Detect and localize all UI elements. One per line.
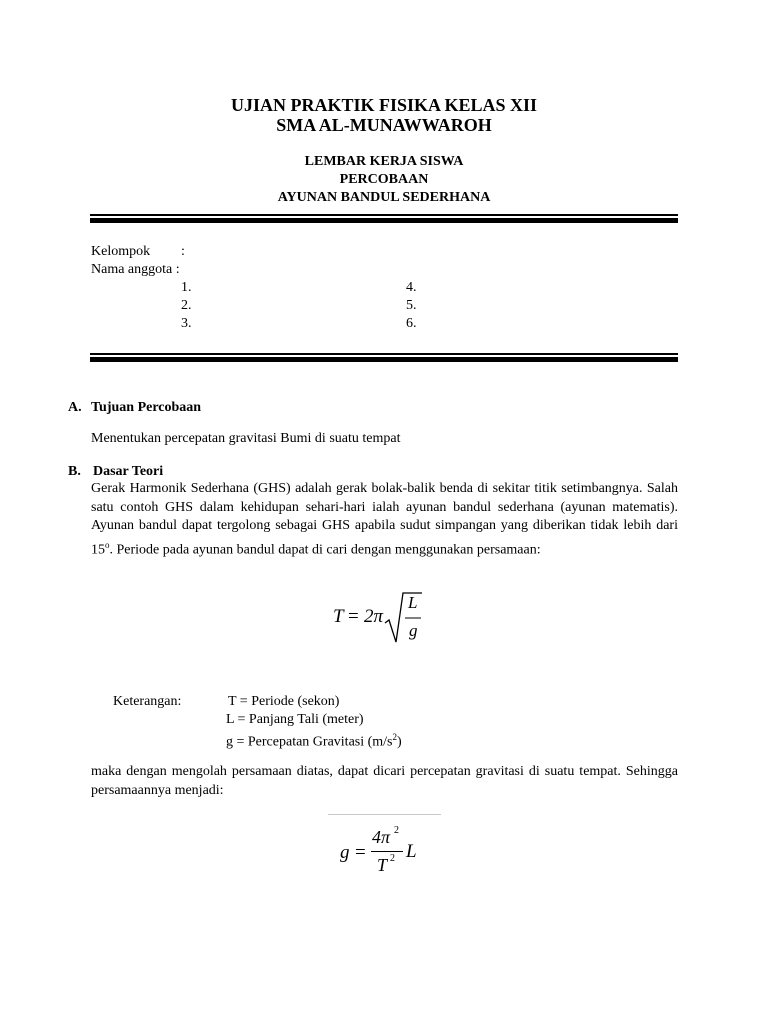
top-divider — [90, 214, 678, 223]
degree-sup: o — [105, 539, 110, 550]
gravity-formula — [338, 825, 438, 881]
keterangan-label: Keterangan: — [113, 694, 182, 709]
section-b-number: B. — [68, 464, 81, 479]
section-a-heading: Tujuan Percobaan — [91, 400, 202, 415]
fraction-bar — [371, 851, 403, 852]
ket-gravity-sup: 2 — [392, 732, 398, 742]
worksheet-label: LEMBAR KERJA SISWA — [304, 154, 464, 169]
ket-period: T = Periode (sekon) — [228, 694, 340, 709]
section-a-body: Menentukan percepatan gravitasi Bumi di suatu tempat — [91, 431, 401, 446]
ket-gravity — [226, 729, 402, 751]
formula2-lhs: g — [340, 842, 350, 863]
formula1-equals: = — [348, 606, 359, 627]
formula1-lhs: T — [333, 606, 344, 627]
formula-separator — [328, 814, 441, 815]
formula1-numerator: L — [408, 593, 418, 612]
section-b-heading: Dasar Teori — [93, 464, 164, 479]
sqrt-icon — [384, 590, 424, 646]
formula2-den-base: T — [377, 855, 388, 875]
document-title: UJIAN PRAKTIK FISIKA KELAS XII — [230, 95, 538, 115]
ket-gravity-text: g = Percepatan Gravitasi (m/s — [226, 734, 393, 750]
ket-length: L = Panjang Tali (meter) — [226, 712, 364, 727]
anggota-label: Nama anggota : — [91, 262, 180, 277]
formula2-den-exp: 2 — [390, 853, 395, 864]
formula1-denominator: g — [409, 621, 418, 640]
derivation-paragraph: maka dengan mengolah persamaan diatas, dapat dicari percepatan gravitasi di suatu tempat. Sehingga persamaannya menjadi: — [91, 764, 678, 798]
formula2-num-exp: 2 — [394, 825, 399, 836]
formula2-equals: = — [355, 842, 366, 863]
member-slot: 2. — [181, 298, 192, 313]
kelompok-label: Kelompok — [91, 244, 151, 259]
member-slot: 4. — [406, 280, 417, 295]
theory-text-1: Gerak Harmonik Sederhana (GHS) adalah gerak bolak-balik benda di sekitar titik setimbangnya. Salah satu contoh GHS dalam kehidupan sehari-hari ialah ayunan bandul sederhana (ayunan matematis). Ayunan bandul dapat tergolong sebagai GHS apabila sudut simpangan yang diberikan tidak lebih dari 15 — [91, 481, 678, 558]
theory-paragraph — [91, 480, 678, 560]
period-formula — [330, 590, 440, 650]
formula2-num-coef: 4π — [372, 827, 391, 847]
formula2-tail: L — [406, 841, 417, 862]
member-slot: 3. — [181, 316, 192, 331]
kelompok-colon: : — [181, 244, 185, 259]
member-slot: 5. — [406, 298, 417, 313]
formula1-coef: 2π — [364, 606, 384, 627]
member-slot: 6. — [406, 316, 417, 331]
experiment-label: PERCOBAAN — [339, 172, 429, 187]
section-a-number: A. — [68, 400, 82, 415]
experiment-title: AYUNAN BANDUL SEDERHANA — [277, 190, 491, 205]
ket-gravity-end: ) — [397, 734, 402, 750]
theory-text-2: . Periode pada ayunan bandul dapat di cari dengan menggunakan persamaan: — [109, 542, 541, 558]
member-slot: 1. — [181, 280, 192, 295]
school-name: SMA AL-MUNAWWAROH — [276, 115, 492, 135]
bottom-divider — [90, 353, 678, 362]
